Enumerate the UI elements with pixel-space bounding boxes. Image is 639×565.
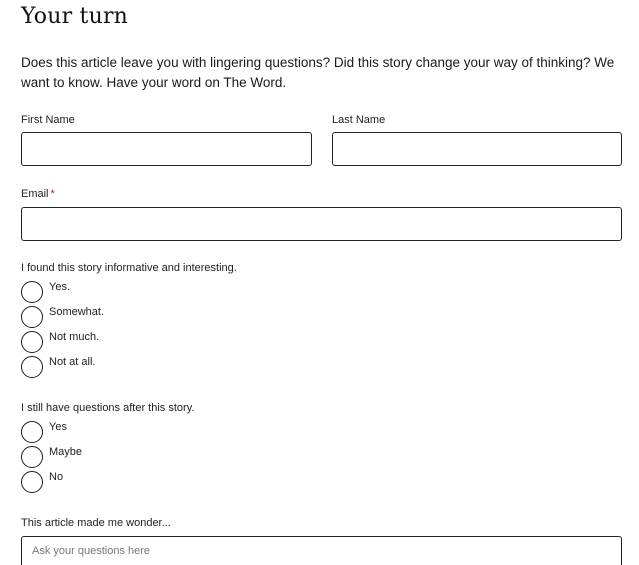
- radio-label: Maybe: [49, 446, 83, 458]
- question-informative-prompt: I found this story informative and interesting.: [21, 262, 237, 274]
- radio-option-yes-dot[interactable]: [21, 280, 70, 305]
- page-title: Your turn: [21, 4, 129, 29]
- last-name-input[interactable]: [332, 132, 622, 166]
- radio-label: Not at all.: [49, 356, 96, 368]
- email-label: Email: [21, 188, 49, 200]
- last-name-label: Last Name: [332, 114, 386, 126]
- radio-circle[interactable]: [21, 306, 43, 328]
- radio-option-maybe[interactable]: [21, 445, 82, 470]
- radio-option-not-at-all[interactable]: [21, 355, 95, 380]
- radio-circle[interactable]: [21, 446, 43, 468]
- wonder-label: This article made me wonder...: [21, 517, 171, 529]
- question-still-questions-prompt: I still have questions after this story.: [21, 402, 195, 414]
- required-asterisk: *: [50, 188, 55, 200]
- radio-circle[interactable]: [21, 281, 43, 303]
- radio-option-somewhat[interactable]: [21, 305, 104, 330]
- radio-label: Yes.: [49, 281, 71, 293]
- intro-text: Does this article leave you with lingering questions? Did this story change your way of thinking? We want to know. Have your word on The Word.: [21, 55, 615, 90]
- email-input[interactable]: [21, 207, 622, 241]
- radio-option-not-much[interactable]: [21, 330, 99, 355]
- first-name-label: First Name: [21, 114, 75, 126]
- radio-label: Yes: [49, 421, 67, 433]
- radio-circle[interactable]: [21, 331, 43, 353]
- radio-circle[interactable]: [21, 471, 43, 493]
- radio-option-no[interactable]: [21, 470, 63, 495]
- radio-circle[interactable]: [21, 356, 43, 378]
- radio-label: No: [49, 471, 64, 483]
- radio-option-yes[interactable]: [21, 420, 67, 445]
- first-name-input[interactable]: [21, 132, 312, 166]
- email-label-row: [21, 188, 55, 200]
- radio-circle[interactable]: [21, 421, 43, 443]
- wonder-input[interactable]: [21, 536, 622, 565]
- radio-label: Somewhat.: [49, 306, 105, 318]
- radio-label: Not much.: [49, 331, 100, 343]
